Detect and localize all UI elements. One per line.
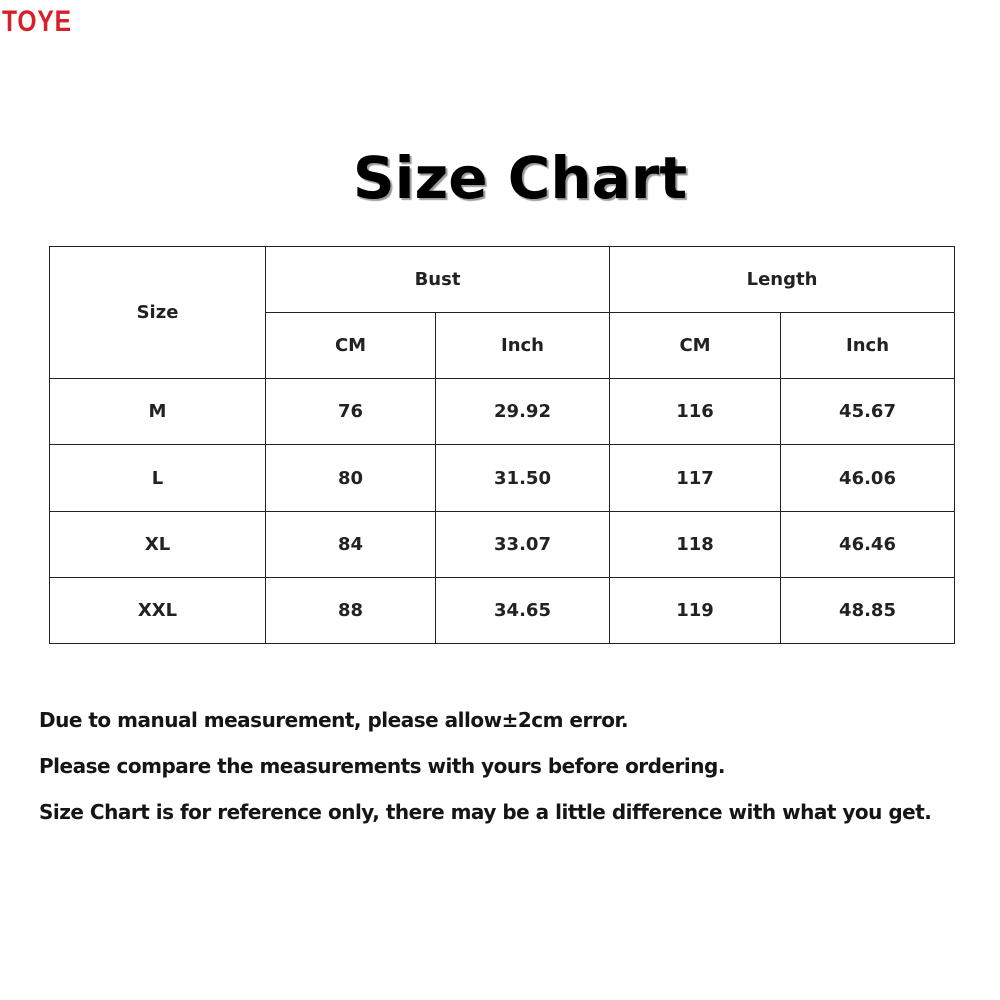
unit-cell: Inch	[781, 313, 955, 379]
length-header-cell: Length	[610, 247, 955, 313]
length-inch-cell: 45.67	[781, 379, 955, 445]
table-row	[50, 445, 955, 511]
length-inch-cell: 48.85	[781, 577, 955, 643]
length-cm-cell: 117	[610, 445, 781, 511]
unit-cell: Inch	[436, 313, 610, 379]
size-cell: XL	[50, 511, 266, 577]
length-cm-cell: 116	[610, 379, 781, 445]
table-header-row	[50, 247, 955, 313]
bust-cm-cell: 80	[266, 445, 436, 511]
size-cell: M	[50, 379, 266, 445]
unit-cell: CM	[266, 313, 436, 379]
note-compare: Please compare the measurements with yours before ordering.	[39, 754, 725, 778]
note-measurement-error: Due to manual measurement, please allow±2cm error.	[39, 708, 629, 732]
bust-cm-cell: 76	[266, 379, 436, 445]
size-cell: XXL	[50, 577, 266, 643]
table-row	[50, 577, 955, 643]
bust-inch-cell: 34.65	[436, 577, 610, 643]
bust-inch-cell: 31.50	[436, 445, 610, 511]
bust-cm-cell: 88	[266, 577, 436, 643]
bust-inch-cell: 29.92	[436, 379, 610, 445]
notes-block	[39, 697, 989, 835]
length-inch-cell: 46.06	[781, 445, 955, 511]
bust-cm-cell: 84	[266, 511, 436, 577]
bust-inch-cell: 33.07	[436, 511, 610, 577]
table-row	[50, 511, 955, 577]
brand-logo: TOYE	[2, 5, 72, 38]
length-inch-cell: 46.46	[781, 511, 955, 577]
length-cm-cell: 119	[610, 577, 781, 643]
length-cm-cell: 118	[610, 511, 781, 577]
size-table	[49, 246, 955, 644]
note-reference: Size Chart is for reference only, there may be a little difference with what you get.	[39, 800, 932, 824]
unit-cell: CM	[610, 313, 781, 379]
page-title: Size Chart	[352, 144, 688, 212]
size-header-cell: Size	[50, 247, 266, 379]
size-cell: L	[50, 445, 266, 511]
table-row	[50, 379, 955, 445]
bust-header-cell: Bust	[266, 247, 610, 313]
